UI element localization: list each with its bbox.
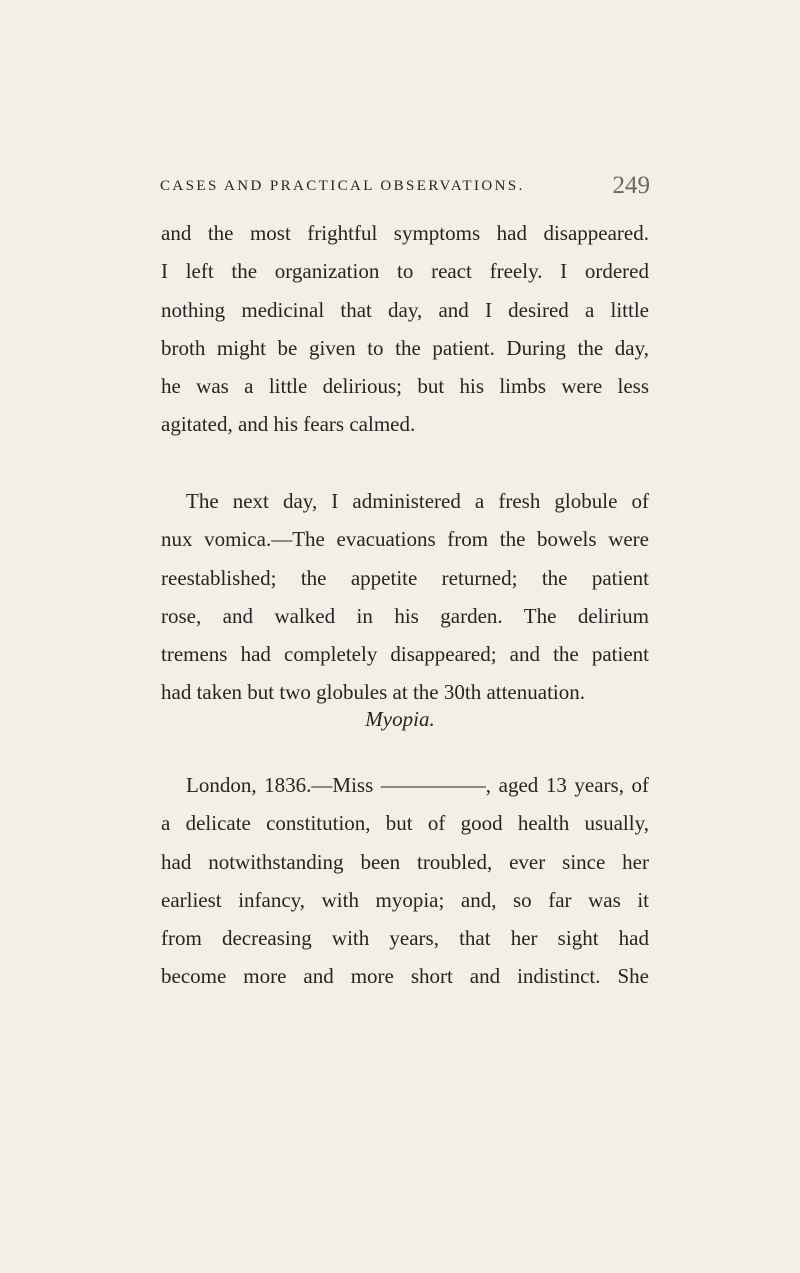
page-number: 249 bbox=[612, 172, 650, 199]
running-title: CASES AND PRACTICAL OBSERVATIONS. bbox=[160, 178, 525, 194]
text-line: had taken but two globules at the 30th attenuation. bbox=[161, 680, 585, 705]
text-line: a delicate constitution, but of good health usually, bbox=[161, 811, 649, 836]
paragraph-1 bbox=[161, 214, 649, 444]
text-line: broth might be given to the patient. During the day, bbox=[161, 335, 649, 360]
text-line: London, 1836.—Miss —————, aged 13 years, of bbox=[186, 773, 649, 797]
text-line: nothing medicinal that day, and I desired a little bbox=[161, 297, 649, 322]
text-line: had notwithstanding been troubled, ever since her bbox=[161, 849, 649, 874]
text-line: he was a little delirious; but his limbs were less bbox=[161, 374, 649, 399]
section-heading: Myopia. bbox=[365, 707, 435, 731]
running-head bbox=[150, 174, 650, 204]
text-line: from decreasing with years, that her sight had bbox=[161, 926, 649, 951]
text-line: earliest infancy, with myopia; and, so far was it bbox=[161, 887, 649, 912]
text-line: reestablished; the appetite returned; the patient bbox=[161, 565, 649, 590]
text-line: rose, and walked in his garden. The delirium bbox=[161, 603, 649, 628]
text-line: become more and more short and indistinct. She bbox=[161, 964, 649, 989]
paragraph-3 bbox=[161, 766, 649, 996]
text-line: and the most frightful symptoms had disappeared. bbox=[161, 221, 649, 245]
text-line: nux vomica.—The evacuations from the bowels were bbox=[161, 527, 649, 552]
text-line: agitated, and his fears calmed. bbox=[161, 412, 416, 437]
text-line: tremens had completely disappeared; and the patient bbox=[161, 642, 649, 667]
paragraph-2 bbox=[161, 482, 649, 712]
text-line: I left the organization to react freely. I ordered bbox=[161, 259, 649, 284]
text-line: The next day, I administered a fresh globule of bbox=[186, 489, 649, 513]
